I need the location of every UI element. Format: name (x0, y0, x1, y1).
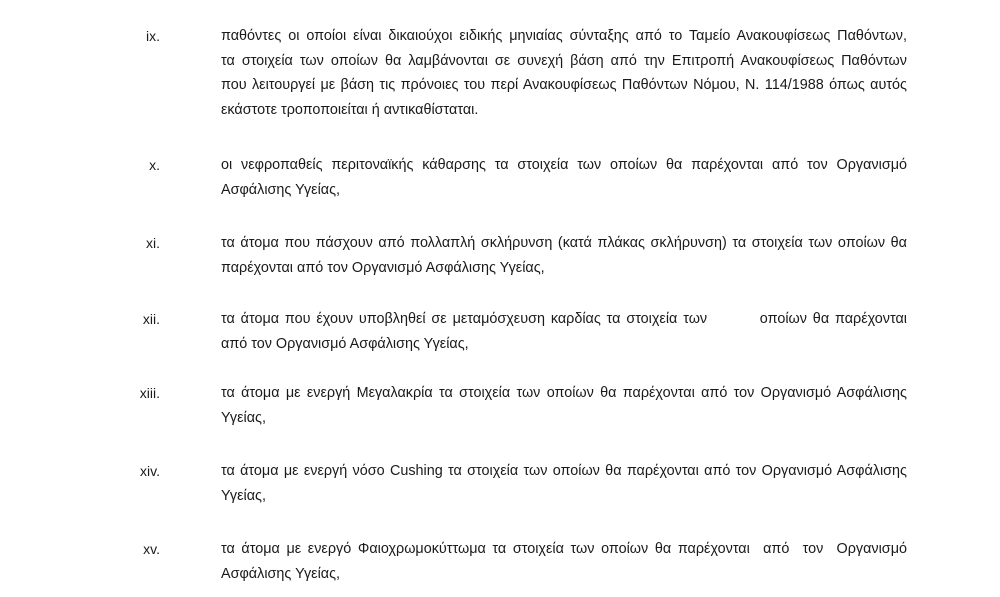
text-line: από τον Οργανισμό Ασφάλισης Υγείας, (221, 335, 469, 352)
text-line: οι νεφροπαθείς περιτοναϊκής κάθαρσης τα στοιχεία των οποίων θα παρέχονται από τον Οργανισμό (221, 157, 907, 173)
item-number: xv. (143, 541, 160, 557)
item-text (221, 153, 907, 202)
text-line: Υγείας, (221, 487, 266, 504)
text-line: που λειτουργεί με βάση τις πρόνοιες του περί Ανακουφίσεως Παθόντων Νόμου, Ν. 114/1988 όπως αυτός (221, 77, 907, 93)
text-line: Υγείας, (221, 409, 266, 426)
text-line: τα άτομα με ενεργή νόσο Cushing τα στοιχεία των οποίων θα παρέχονται από τον Οργανισμό Ασφάλισης (221, 463, 907, 479)
text-line: παρέχονται από τον Οργανισμό Ασφάλισης Υγείας, (221, 259, 545, 276)
item-number: xiv. (140, 463, 160, 479)
item-number: x. (149, 157, 160, 173)
text-line: τα άτομα με ενεργή Μεγαλακρία τα στοιχεία των οποίων θα παρέχονται από τον Οργανισμό Ασφάλισης (221, 385, 907, 401)
text-line: Ασφάλισης Υγείας, (221, 181, 341, 198)
item-text (221, 381, 907, 430)
item-text (221, 307, 907, 356)
text-line: παθόντες οι οποίοι είναι δικαιούχοι ειδικής μηνιαίας σύνταξης από το Ταμείο Ανακουφίσεως Παθόντων, (221, 28, 907, 44)
item-number: xii. (142, 311, 160, 327)
item-text (221, 231, 907, 280)
item-number: xiii. (139, 385, 160, 401)
item-text (221, 537, 907, 586)
item-text (221, 24, 907, 122)
text-line: τα στοιχεία των οποίων θα λαμβάνονται σε συνεχή βάση από την Επιτροπή Ανακουφίσεως Παθόντων (221, 52, 907, 69)
text-line: Ασφάλισης Υγείας, (221, 565, 341, 582)
item-text (221, 459, 907, 508)
item-number: xi. (146, 235, 160, 251)
text-line: τα άτομα που έχουν υποβληθεί σε μεταμόσχευση καρδίας τα στοιχεία των οποίων θα παρέχονται (221, 311, 907, 327)
item-number: ix. (146, 28, 160, 44)
text-line: τα άτομα με ενεργό Φαιοχρωμοκύττωμα τα στοιχεία των οποίων θα παρέχονται από τον Οργανισμό (221, 541, 907, 557)
text-line: εκάστοτε τροποποιείται ή αντικαθίσταται. (221, 101, 479, 118)
text-line: τα άτομα που πάσχουν από πολλαπλή σκλήρυνση (κατά πλάκας σκλήρυνση) τα στοιχεία των οποίων θα (221, 235, 907, 251)
